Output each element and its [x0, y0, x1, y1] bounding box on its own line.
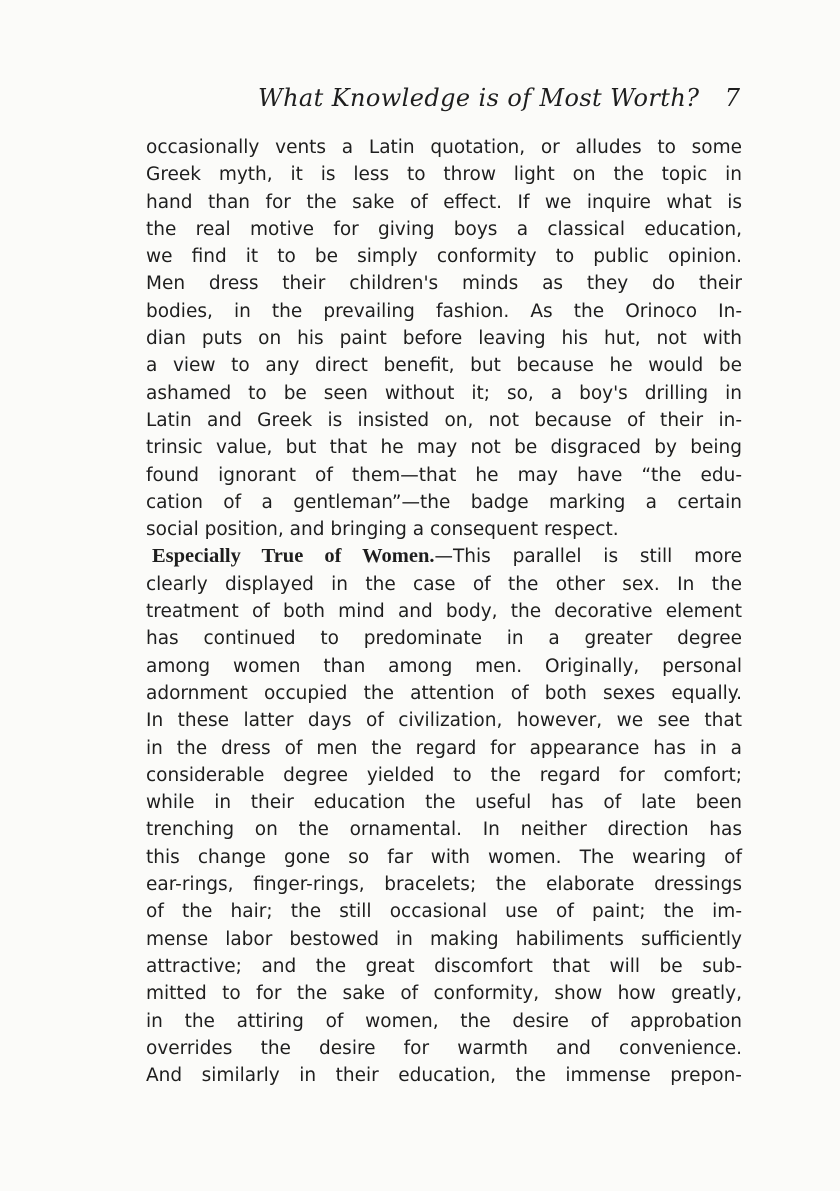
text-line: the real motive for giving boys a classical education, [146, 218, 742, 240]
text-line: cation of a gentleman”—the badge marking a certain [146, 491, 742, 513]
text-line: Greek myth, it is less to throw light on the topic in [146, 164, 742, 186]
text-line: in the dress of men the regard for appearance has in a [146, 737, 742, 759]
text-line: ashamed to be seen without it; so, a boy's drilling in [146, 382, 742, 404]
paragraph-opening-line [146, 543, 742, 570]
text-line: overrides the desire for warmth and convenience. [146, 1037, 742, 1059]
text-line: of the hair; the still occasional use of paint; the im- [146, 901, 742, 923]
paragraph-2 [146, 543, 742, 1089]
text-line: a view to any direct benefit, but because he would be [146, 355, 742, 377]
paragraph-1 [146, 134, 742, 543]
text-line: trenching on the ornamental. In neither direction has [146, 819, 742, 841]
text-line: bodies, in the prevailing fashion. As the Orinoco In- [146, 300, 742, 322]
page-header [146, 84, 742, 120]
text-line: found ignorant of them—that he may have “the edu- [146, 464, 742, 486]
text-line: Men dress their children's minds as they do their [146, 273, 742, 295]
text-line: adornment occupied the attention of both sexes equally. [146, 682, 742, 704]
text-line: treatment of both mind and body, the decorative element [146, 601, 742, 623]
text-line: has continued to predominate in a greater degree [146, 628, 742, 650]
text-line: we find it to be simply conformity to public opinion. [146, 246, 742, 268]
text-line: And similarly in their education, the immense prepon- [146, 1065, 742, 1087]
text-line: occasionally vents a Latin quotation, or alludes to some [146, 137, 742, 158]
text-line: trinsic value, but that he may not be disgraced by being [146, 437, 742, 459]
text-line: dian puts on his paint before leaving his hut, not with [146, 328, 742, 350]
opening-line-text: —This parallel is still more [434, 546, 742, 568]
running-title: What Knowledge is of Most Worth? [258, 84, 700, 112]
text-line: considerable degree yielded to the regard for comfort; [146, 764, 742, 786]
text-line: among women than among men. Originally, personal [146, 655, 742, 677]
body-text [146, 134, 742, 1089]
text-line: mitted to for the sake of conformity, show how greatly, [146, 983, 742, 1005]
side-heading: Especially True of Women. [152, 545, 435, 568]
text-line: clearly displayed in the case of the other sex. In the [146, 573, 742, 595]
text-line: mense labor bestowed in making habiliments sufficiently [146, 928, 742, 950]
text-line: Latin and Greek is insisted on, not because of their in- [146, 409, 742, 431]
text-line: In these latter days of civilization, however, we see that [146, 710, 742, 732]
page-number: 7 [724, 84, 740, 112]
text-line: in the attiring of women, the desire of approbation [146, 1010, 742, 1032]
text-line: while in their education the useful has of late been [146, 792, 742, 814]
text-line: hand than for the sake of effect. If we inquire what is [146, 191, 742, 213]
text-line: social position, and bringing a consequent respect. [146, 519, 619, 541]
text-line: this change gone so far with women. The wearing of [146, 846, 742, 868]
text-line: attractive; and the great discomfort that will be sub- [146, 955, 742, 977]
text-line: ear-rings, finger-rings, bracelets; the elaborate dressings [146, 874, 742, 896]
